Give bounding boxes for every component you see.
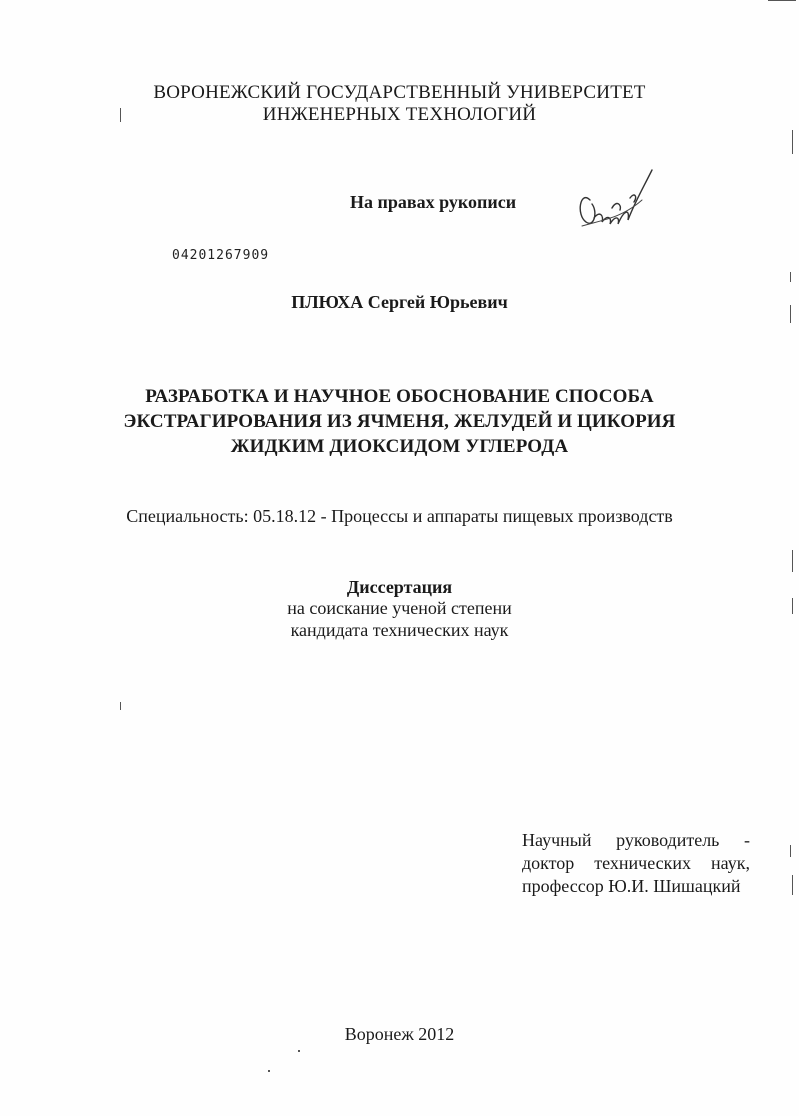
specialty-line: Специальность: 05.18.12 - Процессы и аппараты пищевых производств [126,506,673,526]
advisor-line3: профессор Ю.И. Шишацкий [522,876,741,896]
city-year: Воронеж 2012 [344,1024,455,1044]
university-name-line2: ИНЖЕНЕРНЫХ ТЕХНОЛОГИЙ [262,104,537,125]
dissertation-title-line1: РАЗРАБОТКА И НАУЧНОЕ ОБОСНОВАНИЕ СПОСОБА [145,386,654,407]
manuscript-rights-label: На правах рукописи [350,192,517,212]
registration-number: 04201267909 [172,248,270,263]
scan-mark [790,272,791,282]
degree-line2: кандидата технических наук [290,620,509,640]
scan-mark [268,1070,270,1072]
scan-mark [792,550,793,572]
author-name: ПЛЮХА Сергей Юрьевич [291,292,508,312]
scan-mark [792,598,793,614]
scan-mark [790,305,791,323]
scan-mark [792,130,793,154]
advisor-line2: доктор технических наук, [522,853,750,873]
degree-line1: на соискание ученой степени [287,598,512,618]
dissertation-title-line2: ЭКСТРАГИРОВАНИЯ ИЗ ЯЧМЕНЯ, ЖЕЛУДЕЙ И ЦИКОРИЯ [123,411,676,432]
scan-mark [768,0,796,1]
scan-mark [792,875,793,895]
dissertation-title-line3: ЖИДКИМ ДИОКСИДОМ УГЛЕРОДА [230,436,569,457]
university-name-line1: ВОРОНЕЖСКИЙ ГОСУДАРСТВЕННЫЙ УНИВЕРСИТЕТ [153,82,646,103]
advisor-line1: Научный руководитель - [522,830,750,850]
dissertation-label: Диссертация [346,577,453,597]
scan-mark [120,108,121,122]
handwritten-signature-icon [572,160,662,240]
scan-mark [120,702,121,710]
scan-mark [790,845,791,857]
scan-mark [298,1050,300,1052]
